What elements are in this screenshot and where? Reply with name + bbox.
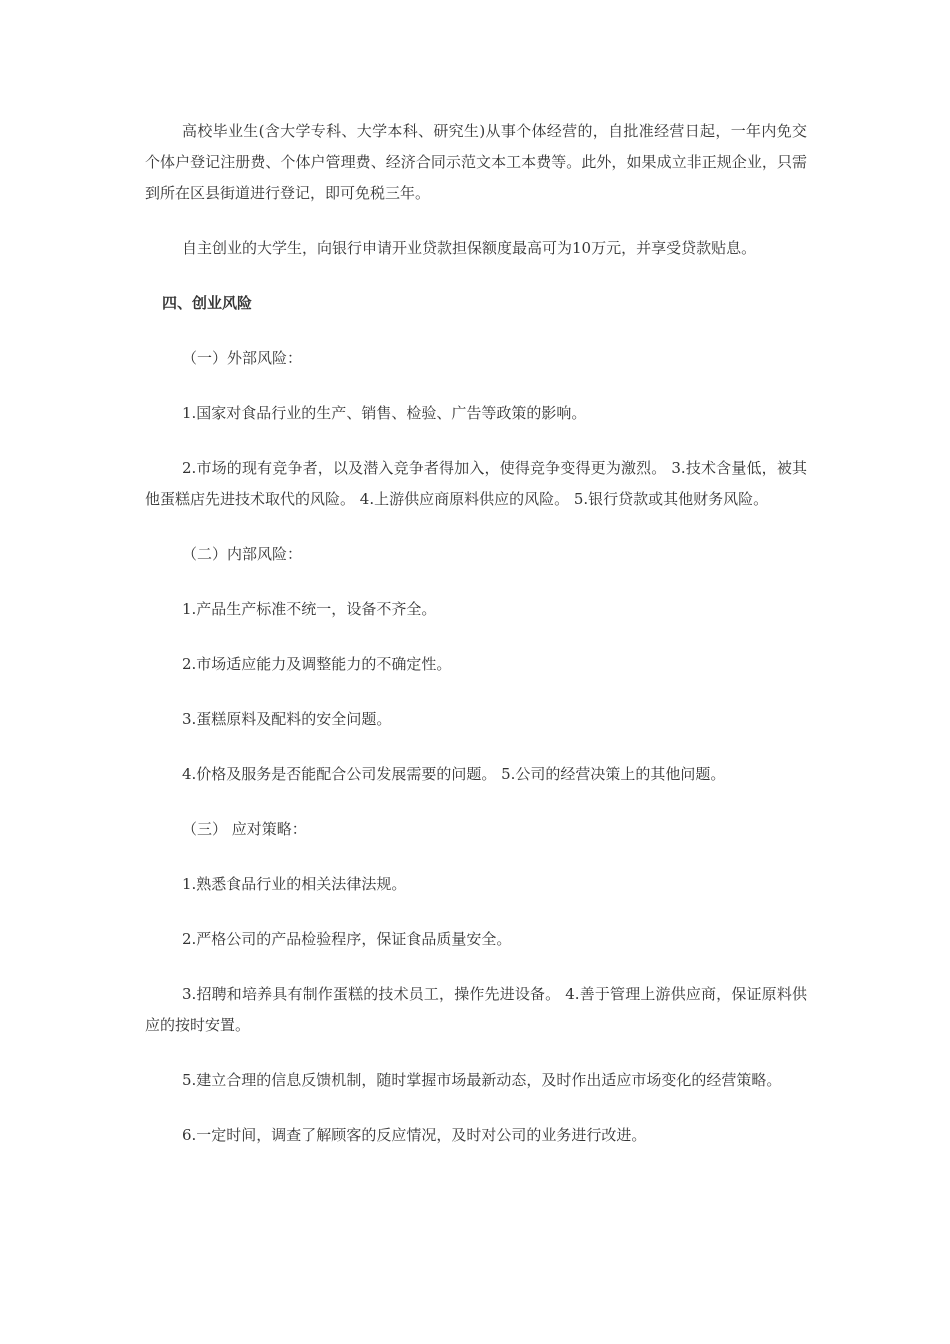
internal-risk-item: 4.价格及服务是否能配合公司发展需要的问题。 5.公司的经营决策上的其他问题。 xyxy=(182,765,726,783)
strategy-title: （三） 应对策略： xyxy=(182,820,307,838)
section-heading: 四、创业风险 xyxy=(162,294,253,312)
external-risk-item: 1.国家对食品行业的生产、销售、检验、广告等政策的影响。 xyxy=(182,404,587,422)
internal-risk-item: 2.市场适应能力及调整能力的不确定性。 xyxy=(182,655,452,673)
internal-risk-item: 3.蛋糕原料及配料的安全问题。 xyxy=(182,710,392,728)
external-risk-title: （一）外部风险： xyxy=(182,349,303,367)
internal-risk-item: 1.产品生产标准不统一，设备不齐全。 xyxy=(182,600,437,618)
strategy-item: 5.建立合理的信息反馈机制，随时掌握市场最新动态，及时作出适应市场变化的经营策略。 xyxy=(182,1071,782,1089)
document-page xyxy=(145,116,807,1151)
paragraph-loan-policy: 自主创业的大学生，向银行申请开业贷款担保额度最高可为10万元，并享受贷款贴息。 xyxy=(182,239,757,257)
internal-risk-title: （二）内部风险： xyxy=(182,545,303,563)
strategy-item: 2.严格公司的产品检验程序，保证食品质量安全。 xyxy=(182,930,512,948)
strategy-item: 3.招聘和培养具有制作蛋糕的技术员工，操作先进设备。 4.善于管理上游供应商，保证原料供应的按时安置。 xyxy=(145,985,807,1034)
paragraph-graduate-policy: 高校毕业生(含大学专科、大学本科、研究生)从事个体经营的，自批准经营日起，一年内免交个体户登记注册费、个体户管理费、经济合同示范文本工本费等。此外，如果成立非正规企业，只需到所在区县街道进行登记，即可免税三年。 xyxy=(145,122,807,202)
strategy-item: 1.熟悉食品行业的相关法律法规。 xyxy=(182,875,407,893)
external-risk-item: 2.市场的现有竞争者，以及潜入竞争者得加入，使得竞争变得更为激烈。 3.技术含量低，被其他蛋糕店先进技术取代的风险。 4.上游供应商原料供应的风险。 5.银行贷款或其他财务风险。 xyxy=(145,459,807,508)
strategy-item: 6.一定时间，调查了解顾客的反应情况，及时对公司的业务进行改进。 xyxy=(182,1126,647,1144)
